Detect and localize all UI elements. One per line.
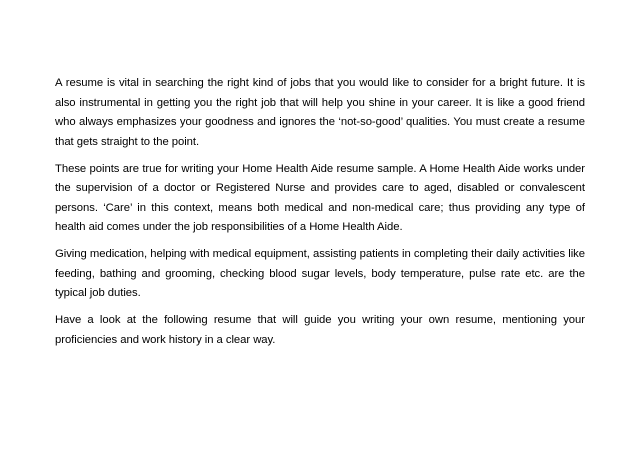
paragraph-job-duties: Giving medication, helping with medical equipment, assisting patients in completing their daily activities like feeding, bathing and grooming, checking blood sugar levels, body temperature, pulse rate etc. are the typical job duties. <box>55 248 585 299</box>
paragraph-home-health-aide: These points are true for writing your Home Health Aide resume sample. A Home Health Aide works under the supervision of a doctor or Registered Nurse and provides care to aged, disabled or convalescent persons. ‘Care’ in this context, means both medical and non-medical care; thus providing any type of health aid comes under the job responsibilities of a Home Health Aide. <box>55 162 585 233</box>
paragraph-closing: Have a look at the following resume that will guide you writing your own resume, mentioning your proficiencies and work history in a clear way. <box>55 314 585 346</box>
paragraph-intro: A resume is vital in searching the right kind of jobs that you would like to consider for a bright future. It is also instrumental in getting you the right job that will help you shine in your career. It is like a good friend who always emphasizes your goodness and ignores the ‘not-so-good’ qualities. You must create a resume that gets straight to the point. <box>55 77 585 148</box>
document-body <box>55 74 585 358</box>
